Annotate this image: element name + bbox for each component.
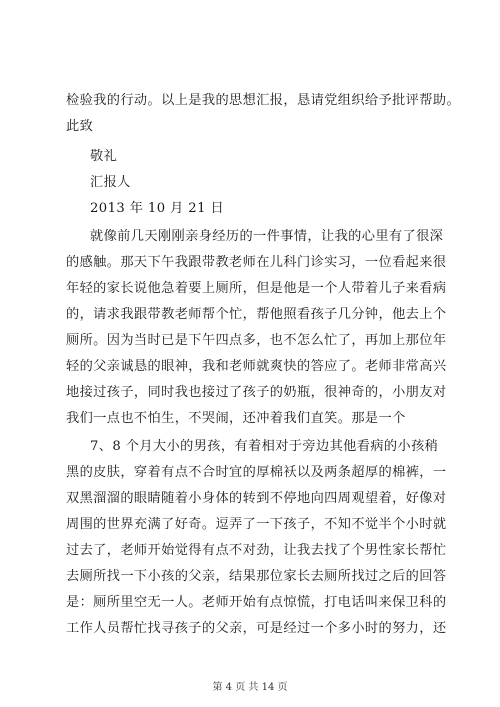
paragraph-line: 是：厕所里空无一人。老师开始有点惊慌，打电话叫来保卫科的	[66, 595, 447, 610]
report-date: 2013 年 10 月 21 日	[90, 201, 225, 216]
paragraph-line: 双黑溜溜的眼睛随着小身体的转到不停地向四周观望着，好像对	[66, 491, 447, 506]
paragraph-line: 去厕所找一下小孩的父亲，结果那位家长去厕所找过之后的回答	[66, 569, 447, 584]
paragraph-line: 的感触。那天下午我跟带教老师在儿科门诊实习，一位看起来很	[66, 255, 447, 270]
paragraph-line: 轻的父亲诚恳的眼神，我和老师就爽快的答应了。老师非常高兴	[66, 359, 447, 374]
salutation: 敬礼	[90, 149, 118, 164]
paragraph-line: 厕所。因为当时已是下午四点多，也不怎么忙了，再加上那位年	[66, 333, 447, 348]
paragraph-line: 周围的世界充满了好奇。逗弄了一下孩子，不知不觉半个小时就	[66, 517, 447, 532]
closing-phrase: 此致	[66, 119, 94, 134]
paragraph-line: 7、8 个月大小的男孩，有着相对于旁边其他看病的小孩稍	[90, 439, 439, 454]
paragraph-line: 年轻的家长说他急着要上厕所，但是他是一个人带着儿子来看病	[66, 281, 447, 296]
text-line: 检验我的行动。以上是我的思想汇报，恳请党组织给予批评帮助。	[66, 93, 461, 108]
signature-label: 汇报人	[90, 175, 131, 190]
page-number-footer: 第 4 页 共 14 页	[212, 682, 288, 693]
paragraph-line: 我们一点也不怕生，不哭闹，还冲着我们直笑。那是一个	[66, 411, 406, 426]
paragraph-line: 就像前几天刚刚亲身经历的一件事情，让我的心里有了很深	[90, 229, 444, 244]
paragraph-line: 的，请求我跟带教老师帮个忙，帮他照看孩子几分钟，他去上个	[66, 307, 447, 322]
paragraph-line: 过去了，老师开始觉得有点不对劲，让我去找了个男性家长帮忙	[66, 543, 447, 558]
paragraph-line: 黑的皮肤，穿着有点不合时宜的厚棉袄以及两条超厚的棉裤，一	[66, 465, 447, 480]
paragraph-line: 地接过孩子，同时我也接过了孩子的奶瓶，很神奇的，小朋友对	[66, 385, 447, 400]
paragraph-line: 工作人员帮忙找寻孩子的父亲，可是经过一个多小时的努力，还	[66, 621, 447, 636]
